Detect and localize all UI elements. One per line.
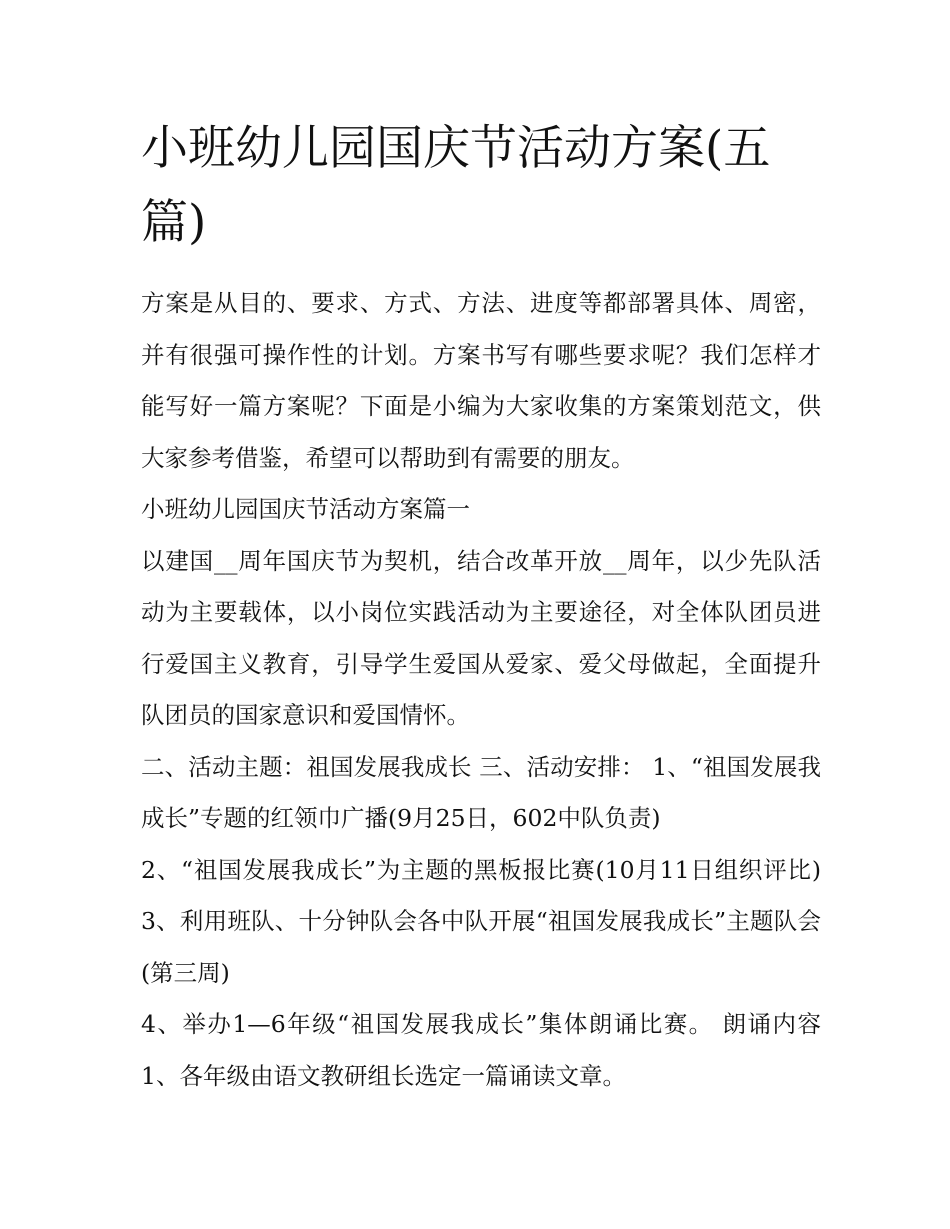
section-heading: 小班幼儿园国庆节活动方案篇一 xyxy=(141,495,470,523)
body-paragraph: 以建国__周年国庆节为契机，结合改革开放__周年，以少先队活动为主要载体，以小岗位实践活动为主要途径，对全体队团员进行爱国主义教育，引导学生爱国从爱家、爱父母做起，全面提升队团员的国家意识和爱国情怀。 xyxy=(141,546,821,729)
document-title: 小班幼儿园国庆节活动方案(五篇) xyxy=(141,121,771,250)
intro-paragraph: 方案是从目的、要求、方式、方法、进度等都部署具体、周密，并有很强可操作性的计划。方案书写有哪些要求呢？我们怎样才能写好一篇方案呢？下面是小编为大家收集的方案策划范文，供大家参考借鉴，希望可以帮助到有需要的朋友。 xyxy=(141,289,821,472)
document-body xyxy=(141,112,821,1102)
body-paragraph: 2、“祖国发展我成长”为主题的黑板报比赛(10月11日组织评比) 3、利用班队、十分钟队会各中队开展“祖国发展我成长”主题队会(第三周) xyxy=(141,855,821,987)
body-paragraph: 4、举办1—6年级“祖国发展我成长”集体朗诵比赛。 朗诵内容 1、各年级由语文教研组长选定一篇诵读文章。 xyxy=(141,1010,821,1090)
body-paragraph: 二、活动主题：祖国发展我成长 三、活动安排： 1、“祖国发展我成长”专题的红领巾广播(9月25日，602中队负责) xyxy=(141,752,821,832)
